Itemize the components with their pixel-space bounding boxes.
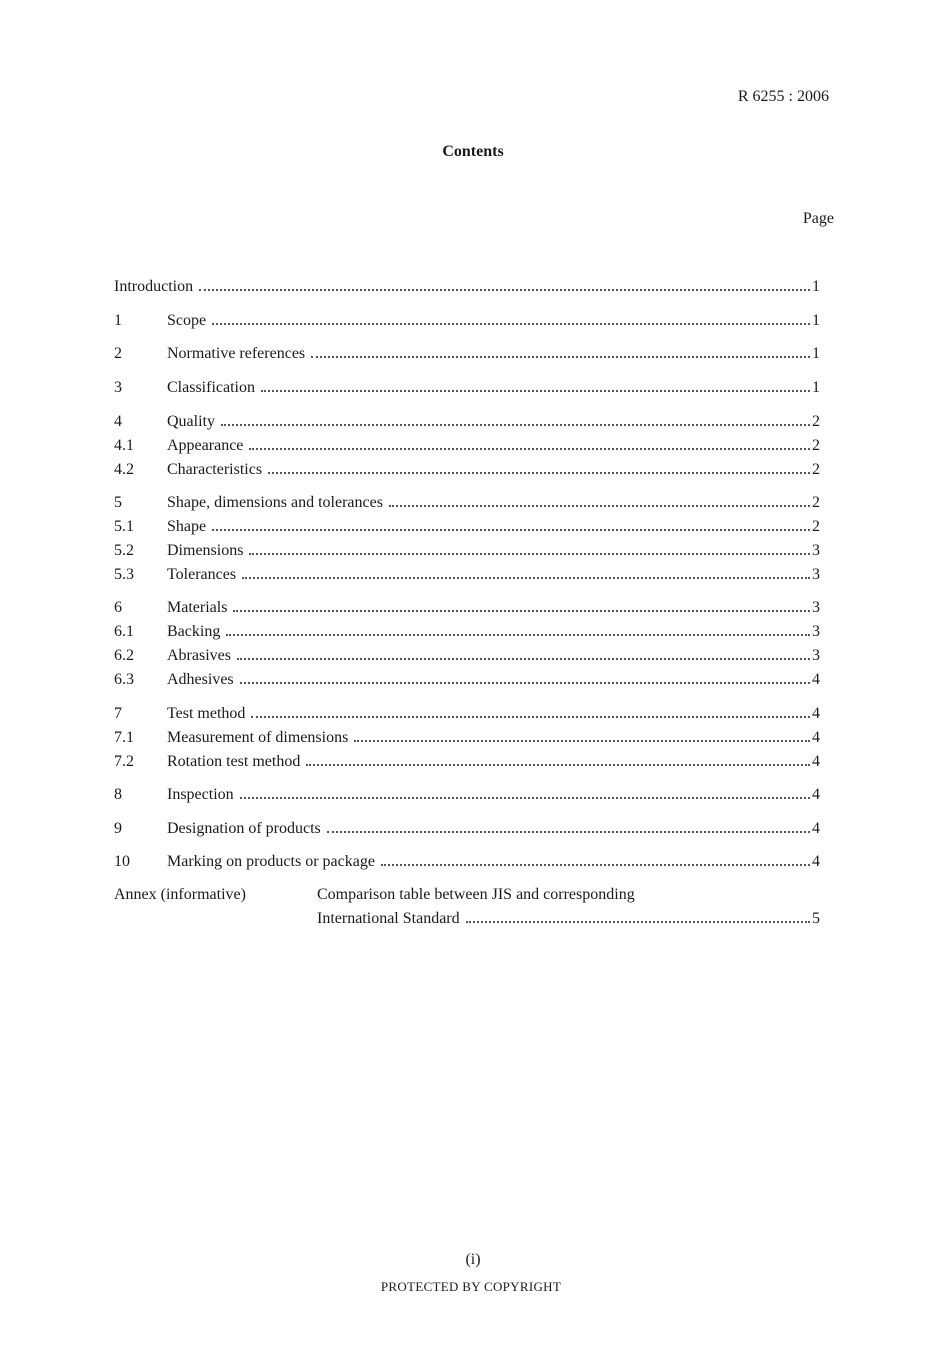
dot-leader <box>226 624 810 636</box>
section-title: Test method <box>167 705 246 722</box>
dot-leader <box>354 730 810 742</box>
annex-page-number: 5 <box>812 910 820 927</box>
toc-entry[interactable] <box>114 783 820 807</box>
section-number: 7.1 <box>114 729 134 746</box>
section-number: 2 <box>114 345 122 362</box>
toc-entry[interactable] <box>114 515 820 539</box>
toc-entry[interactable] <box>114 342 820 366</box>
section-title: Scope <box>167 312 207 329</box>
dot-leader <box>212 519 810 531</box>
section-number: 6.2 <box>114 647 134 664</box>
dot-leader <box>268 462 810 474</box>
toc-entry[interactable] <box>114 668 820 692</box>
toc-entry[interactable] <box>114 410 820 434</box>
section-title: Shape, dimensions and tolerances <box>167 494 383 511</box>
toc-entry[interactable] <box>114 275 820 299</box>
section-number: 4.2 <box>114 461 134 478</box>
page-number: 3 <box>812 599 820 616</box>
section-title: Tolerances <box>167 566 237 583</box>
section-title: Adhesives <box>167 671 234 688</box>
page-number: 4 <box>812 729 820 746</box>
toc-entry[interactable] <box>114 620 820 644</box>
dot-leader <box>466 911 810 923</box>
section-title: Introduction <box>114 278 194 295</box>
contents-heading: Contents <box>442 143 504 160</box>
dot-leader <box>311 346 810 358</box>
section-title: Marking on products or package <box>167 853 375 870</box>
page-number: 2 <box>812 437 820 454</box>
dot-leader <box>261 380 810 392</box>
section-title: Rotation test method <box>167 753 301 770</box>
dot-leader <box>249 543 810 555</box>
section-title: Characteristics <box>167 461 263 478</box>
page-number: 2 <box>812 461 820 478</box>
page-number: 1 <box>812 312 820 329</box>
section-number: 4.1 <box>114 437 134 454</box>
section-title: Quality <box>167 413 215 430</box>
section-title: Backing <box>167 623 221 640</box>
dot-leader <box>212 313 810 325</box>
section-title: Materials <box>167 599 228 616</box>
section-number: 5 <box>114 494 122 511</box>
toc-entry[interactable] <box>114 817 820 841</box>
footer-page-number: (i) <box>465 1251 481 1268</box>
toc-entry[interactable] <box>114 563 820 587</box>
section-number: 7 <box>114 705 122 722</box>
toc-entry[interactable] <box>114 434 820 458</box>
page-number: 3 <box>812 566 820 583</box>
page-column-heading: Page <box>802 210 834 227</box>
page-number: 1 <box>812 278 820 295</box>
dot-leader <box>199 279 810 291</box>
section-title: Designation of products <box>167 820 321 837</box>
page-number: 4 <box>812 853 820 870</box>
toc-entry[interactable] <box>114 491 820 515</box>
section-number: 10 <box>114 853 130 870</box>
annex-title-line1: Comparison table between JIS and corresponding <box>317 886 635 903</box>
section-title: Dimensions <box>167 542 244 559</box>
toc-entry[interactable] <box>114 644 820 668</box>
toc-entry[interactable] <box>114 750 820 774</box>
section-title: Measurement of dimensions <box>167 729 349 746</box>
page-number: 4 <box>812 753 820 770</box>
section-title: Abrasives <box>167 647 231 664</box>
page-number: 2 <box>812 518 820 535</box>
page-number: 4 <box>812 671 820 688</box>
page-number: 4 <box>812 705 820 722</box>
section-number: 1 <box>114 312 122 329</box>
page-number: 4 <box>812 820 820 837</box>
toc-entry[interactable] <box>114 726 820 750</box>
toc-entry-annex[interactable] <box>317 907 820 931</box>
page-number: 2 <box>812 494 820 511</box>
dot-leader <box>327 821 810 833</box>
toc-entry[interactable] <box>114 458 820 482</box>
page-number: 3 <box>812 647 820 664</box>
toc-entry[interactable] <box>114 539 820 563</box>
toc-entry[interactable] <box>114 596 820 620</box>
dot-leader <box>251 706 810 718</box>
section-number: 5.2 <box>114 542 134 559</box>
toc-entry[interactable] <box>114 850 820 874</box>
page-number: 2 <box>812 413 820 430</box>
section-number: 8 <box>114 786 122 803</box>
toc-entry[interactable] <box>114 376 820 400</box>
section-number: 5.1 <box>114 518 134 535</box>
dot-leader <box>237 648 810 660</box>
section-title: Normative references <box>167 345 306 362</box>
section-number: 6 <box>114 599 122 616</box>
dot-leader <box>249 438 810 450</box>
dot-leader <box>306 754 810 766</box>
page-number: 1 <box>812 379 820 396</box>
dot-leader <box>381 854 810 866</box>
section-number: 6.1 <box>114 623 134 640</box>
annex-label: Annex (informative) <box>114 886 246 903</box>
annex-title-line2: International Standard <box>317 910 460 927</box>
dot-leader <box>233 600 810 612</box>
dot-leader <box>242 567 810 579</box>
document-id: R 6255 : 2006 <box>737 88 829 105</box>
section-number: 7.2 <box>114 753 134 770</box>
section-title: Classification <box>167 379 255 396</box>
section-title: Appearance <box>167 437 244 454</box>
page-number: 3 <box>812 623 820 640</box>
dot-leader <box>240 672 810 684</box>
section-number: 4 <box>114 413 122 430</box>
toc-entry[interactable] <box>114 702 820 726</box>
page-number: 4 <box>812 786 820 803</box>
page-number: 1 <box>812 345 820 362</box>
copyright-notice: PROTECTED BY COPYRIGHT <box>380 1279 562 1294</box>
dot-leader <box>389 495 810 507</box>
dot-leader <box>221 414 810 426</box>
section-number: 6.3 <box>114 671 134 688</box>
section-number: 3 <box>114 379 122 396</box>
dot-leader <box>240 787 810 799</box>
page-number: 3 <box>812 542 820 559</box>
section-title: Shape <box>167 518 207 535</box>
section-number: 9 <box>114 820 122 837</box>
section-number: 5.3 <box>114 566 134 583</box>
toc-entry[interactable] <box>114 309 820 333</box>
section-title: Inspection <box>167 786 234 803</box>
